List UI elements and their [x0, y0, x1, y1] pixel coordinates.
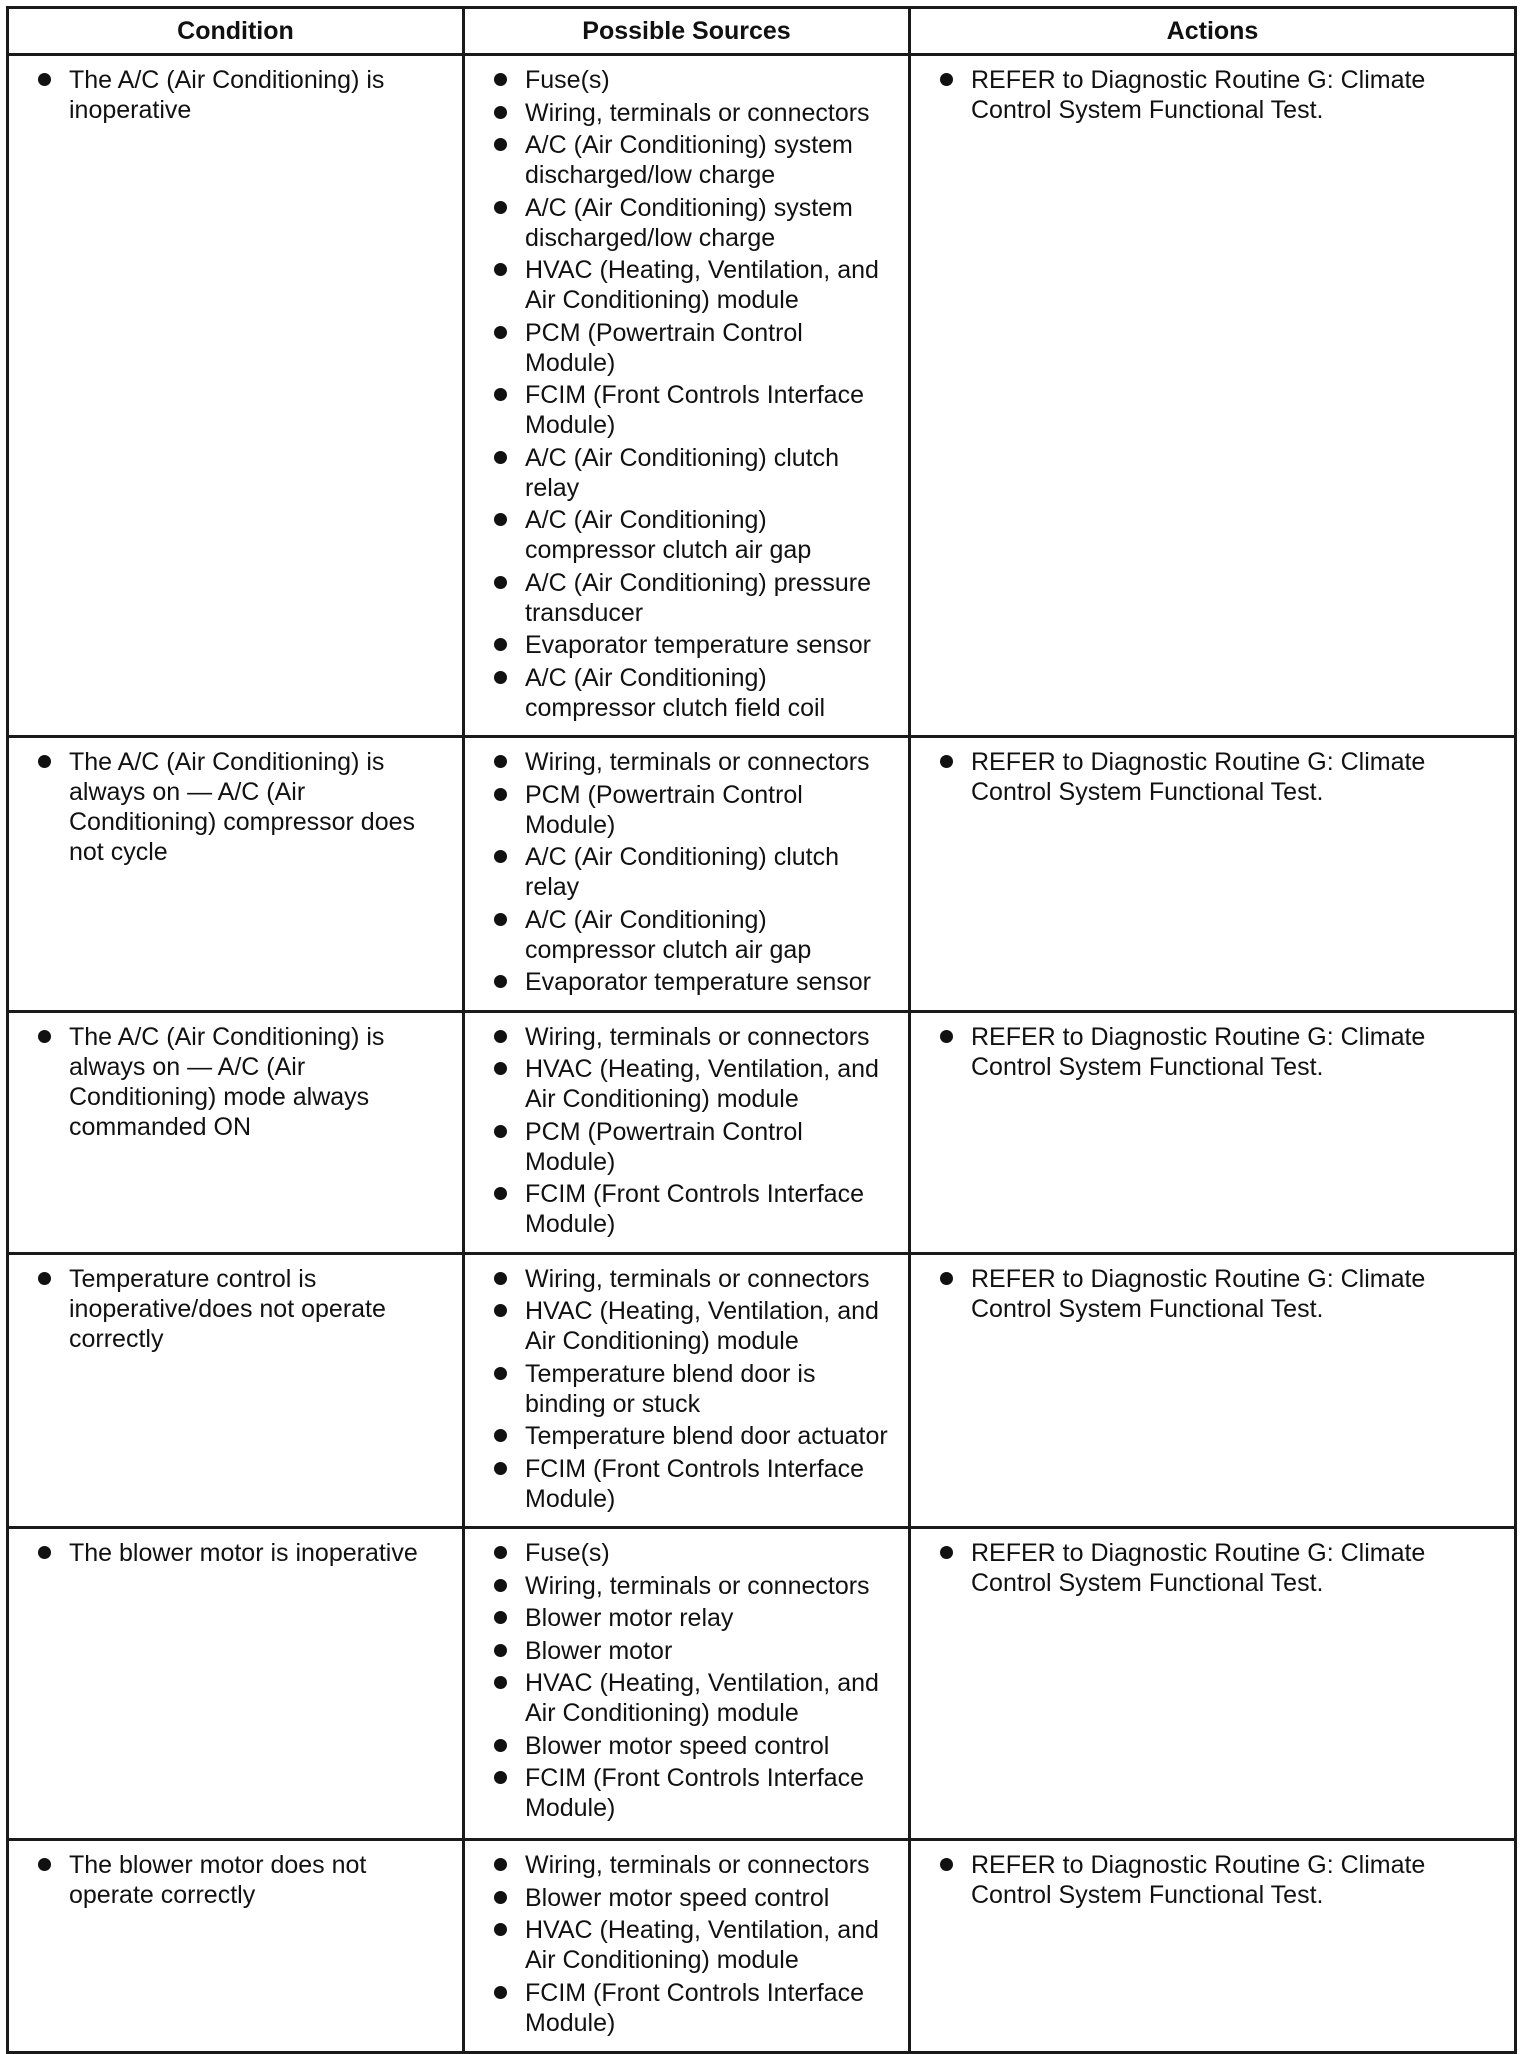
- header-possible-sources: Possible Sources: [464, 8, 910, 55]
- list-item: A/C (Air Conditioning) system discharged/low charge: [493, 193, 898, 253]
- list-item: Wiring, terminals or connectors: [493, 98, 898, 128]
- list-item: A/C (Air Conditioning) compressor clutch air gap: [493, 905, 898, 965]
- list-item: The A/C (Air Conditioning) is inoperative: [37, 65, 452, 125]
- list-item: PCM (Powertrain Control Module): [493, 1117, 898, 1177]
- bullet-list: [493, 1022, 898, 1240]
- list-item: Wiring, terminals or connectors: [493, 1264, 898, 1294]
- list-item: Blower motor relay: [493, 1603, 898, 1633]
- list-item: Wiring, terminals or connectors: [493, 1850, 898, 1880]
- list-item: A/C (Air Conditioning) clutch relay: [493, 443, 898, 503]
- list-item: The A/C (Air Conditioning) is always on — A/C (Air Conditioning) mode always commanded ON: [37, 1022, 452, 1142]
- list-item: HVAC (Heating, Ventilation, and Air Conditioning) module: [493, 255, 898, 315]
- condition-cell: [8, 1528, 464, 1840]
- list-item: FCIM (Front Controls Interface Module): [493, 380, 898, 440]
- list-item: Wiring, terminals or connectors: [493, 1571, 898, 1601]
- list-item: Wiring, terminals or connectors: [493, 747, 898, 777]
- list-item: A/C (Air Conditioning) system discharged/low charge: [493, 130, 898, 190]
- condition-cell: [8, 55, 464, 737]
- bullet-list: [37, 65, 452, 125]
- table-row: [8, 1840, 1516, 2053]
- list-item: A/C (Air Conditioning) compressor clutch air gap: [493, 505, 898, 565]
- table-row: [8, 1528, 1516, 1840]
- table-row: [8, 55, 1516, 737]
- list-item: HVAC (Heating, Ventilation, and Air Conditioning) module: [493, 1054, 898, 1114]
- list-item: Blower motor speed control: [493, 1731, 898, 1761]
- possible-sources-cell: [464, 737, 910, 1012]
- list-item: Temperature blend door is binding or stuck: [493, 1359, 898, 1419]
- list-item: Temperature blend door actuator: [493, 1421, 898, 1451]
- bullet-list: [939, 1538, 1504, 1598]
- list-item: Wiring, terminals or connectors: [493, 1022, 898, 1052]
- list-item: Evaporator temperature sensor: [493, 967, 898, 997]
- list-item: REFER to Diagnostic Routine G: Climate Control System Functional Test.: [939, 1022, 1504, 1082]
- list-item: The blower motor does not operate correctly: [37, 1850, 452, 1910]
- list-item: Evaporator temperature sensor: [493, 630, 898, 660]
- bullet-list: [939, 1264, 1504, 1324]
- header-row: [8, 8, 1516, 55]
- condition-cell: [8, 1253, 464, 1528]
- list-item: A/C (Air Conditioning) clutch relay: [493, 842, 898, 902]
- condition-cell: [8, 1840, 464, 2053]
- bullet-list: [939, 1022, 1504, 1082]
- bullet-list: [493, 747, 898, 997]
- bullet-list: [37, 1022, 452, 1142]
- bullet-list: [493, 1850, 898, 2038]
- possible-sources-cell: [464, 1528, 910, 1840]
- list-item: FCIM (Front Controls Interface Module): [493, 1978, 898, 2038]
- list-item: PCM (Powertrain Control Module): [493, 318, 898, 378]
- list-item: PCM (Powertrain Control Module): [493, 780, 898, 840]
- list-item: REFER to Diagnostic Routine G: Climate Control System Functional Test.: [939, 65, 1504, 125]
- possible-sources-cell: [464, 1253, 910, 1528]
- list-item: Fuse(s): [493, 65, 898, 95]
- list-item: REFER to Diagnostic Routine G: Climate Control System Functional Test.: [939, 1538, 1504, 1598]
- list-item: HVAC (Heating, Ventilation, and Air Conditioning) module: [493, 1668, 898, 1728]
- header-actions: Actions: [910, 8, 1516, 55]
- actions-cell: [910, 1253, 1516, 1528]
- bullet-list: [939, 747, 1504, 807]
- bullet-list: [939, 65, 1504, 125]
- bullet-list: [37, 747, 452, 867]
- list-item: FCIM (Front Controls Interface Module): [493, 1179, 898, 1239]
- actions-cell: [910, 1840, 1516, 2053]
- possible-sources-cell: [464, 55, 910, 737]
- list-item: A/C (Air Conditioning) compressor clutch field coil: [493, 663, 898, 723]
- list-item: Blower motor speed control: [493, 1883, 898, 1913]
- actions-cell: [910, 1011, 1516, 1253]
- possible-sources-cell: [464, 1011, 910, 1253]
- bullet-list: [37, 1538, 452, 1568]
- possible-sources-cell: [464, 1840, 910, 2053]
- list-item: Fuse(s): [493, 1538, 898, 1568]
- table-row: [8, 1253, 1516, 1528]
- table-row: [8, 1011, 1516, 1253]
- condition-cell: [8, 737, 464, 1012]
- list-item: REFER to Diagnostic Routine G: Climate Control System Functional Test.: [939, 747, 1504, 807]
- actions-cell: [910, 55, 1516, 737]
- bullet-list: [37, 1850, 452, 1910]
- list-item: HVAC (Heating, Ventilation, and Air Conditioning) module: [493, 1915, 898, 1975]
- list-item: REFER to Diagnostic Routine G: Climate Control System Functional Test.: [939, 1850, 1504, 1910]
- bullet-list: [493, 65, 898, 723]
- bullet-list: [493, 1264, 898, 1514]
- list-item: Blower motor: [493, 1636, 898, 1666]
- list-item: The A/C (Air Conditioning) is always on — A/C (Air Conditioning) compressor does not cycle: [37, 747, 452, 867]
- actions-cell: [910, 1528, 1516, 1840]
- condition-cell: [8, 1011, 464, 1253]
- list-item: FCIM (Front Controls Interface Module): [493, 1454, 898, 1514]
- bullet-list: [493, 1538, 898, 1823]
- list-item: REFER to Diagnostic Routine G: Climate Control System Functional Test.: [939, 1264, 1504, 1324]
- diagnostic-table: [6, 6, 1517, 2054]
- actions-cell: [910, 737, 1516, 1012]
- list-item: HVAC (Heating, Ventilation, and Air Conditioning) module: [493, 1296, 898, 1356]
- header-condition: Condition: [8, 8, 464, 55]
- list-item: FCIM (Front Controls Interface Module): [493, 1763, 898, 1823]
- list-item: The blower motor is inoperative: [37, 1538, 452, 1568]
- list-item: Temperature control is inoperative/does not operate correctly: [37, 1264, 452, 1354]
- list-item: A/C (Air Conditioning) pressure transducer: [493, 568, 898, 628]
- bullet-list: [37, 1264, 452, 1354]
- bullet-list: [939, 1850, 1504, 1910]
- table-row: [8, 737, 1516, 1012]
